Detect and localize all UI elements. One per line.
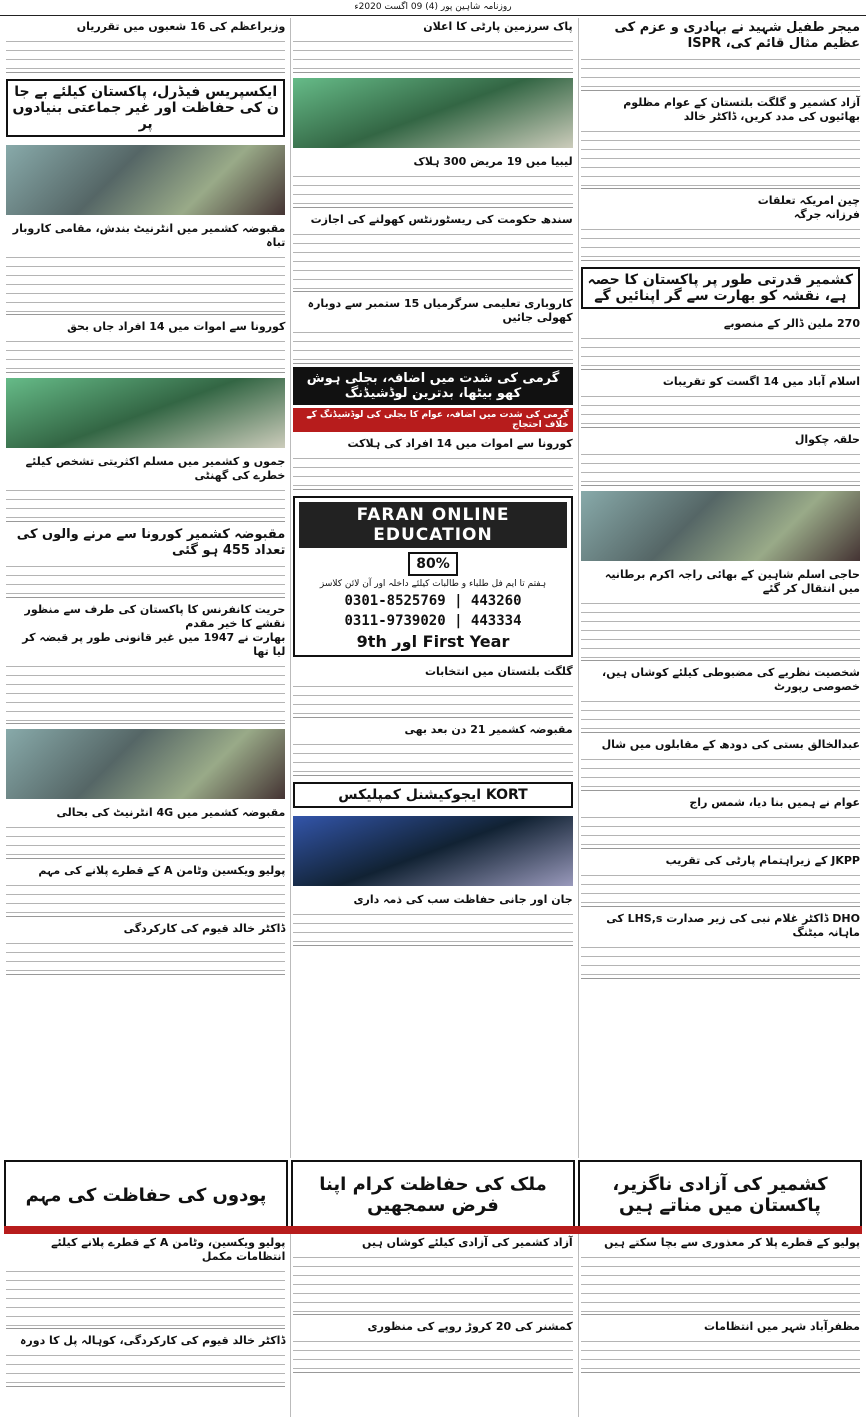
body-text [6, 1266, 285, 1326]
story [581, 315, 860, 370]
story [293, 153, 572, 208]
column-middle [290, 18, 574, 1158]
photo-portrait [6, 729, 285, 799]
story [581, 1318, 860, 1373]
body-text [6, 252, 285, 312]
lower-columns [4, 1234, 862, 1417]
story [581, 431, 860, 486]
story [581, 852, 860, 907]
story [581, 94, 860, 189]
ad-badge: 80% [408, 552, 458, 576]
story [293, 891, 572, 946]
body-text [6, 336, 285, 370]
headline: چین امریکہ تعلقات [757, 194, 860, 207]
story [581, 18, 860, 91]
headline: پولیو ویکسین، وٹامن A کے قطرے پلانے کیلئے انتظامات مکمل [51, 1236, 286, 1263]
ad-tagline: ہفتم تا ایم فل طلباء و طالبات کیلئے داخلہ اور آن لائن کلاسز [319, 579, 547, 589]
story [6, 862, 285, 917]
story [581, 910, 860, 979]
headline: پولیو کے قطرے پلا کر معذوری سے بچا سکتے ہیں [604, 1236, 860, 1249]
lower-column-left [4, 1234, 287, 1417]
story [6, 453, 285, 522]
story [6, 1332, 285, 1387]
headline: بھارت نے 1947 میں غیر قانونی طور پر قبضہ کر لیا تھا [22, 631, 286, 658]
headline: شخصیت نظریے کی مضبوطی کیلئے کوشاں ہیں، خصوصی رپورٹ [602, 666, 860, 693]
banner-plants: پودوں کی حفاظت کی مہم [4, 1160, 288, 1230]
headline: ڈاکٹر خالد قیوم کی کارکردگی [123, 922, 286, 935]
body-text [293, 171, 572, 205]
body-text [581, 391, 860, 425]
story [6, 920, 285, 975]
column-right [578, 18, 862, 1158]
headline: DHO ڈاکٹر غلام نبی کی زیر صدارت LHS,s کی ماہانہ میٹنگ [606, 912, 860, 939]
body-text [6, 485, 285, 519]
story [293, 1318, 572, 1373]
headline: ڈاکٹر خالد قیوم کی کارکردگی، کوہالہ پل کا دورہ [19, 1334, 286, 1347]
kort-banner: KORT ایجوکیشنل کمپلیکس [293, 782, 572, 808]
story [581, 373, 860, 428]
red-divider [4, 1226, 862, 1234]
headline: حریت کانفرنس کا پاکستان کی طرف سے منظور نقشے کا خیر مقدم [24, 603, 286, 630]
headline: JKPP کے زیراہتمام پارٹی کی تقریب [665, 854, 860, 867]
story [581, 192, 860, 261]
headline: آزاد کشمیر و گلگت بلتستان کے عوام مظلوم بھائیوں کی مدد کریں، ڈاکٹر خالد [623, 96, 860, 123]
body-text [581, 696, 860, 730]
story [293, 721, 572, 776]
body-text [6, 561, 285, 595]
body-text [581, 224, 860, 258]
headline: جان اور جانی حفاظت سب کی ذمہ داری [353, 893, 573, 906]
photo-group [293, 78, 572, 148]
headline: لیبیا میں 19 مریض 300 ہلاک [413, 155, 573, 168]
column-left [4, 18, 287, 1158]
body-text [581, 54, 860, 88]
body-text [581, 1336, 860, 1370]
ad-title: FARAN ONLINE EDUCATION [299, 502, 566, 548]
ad-phone-2: 0311-9739020 | 443334 [344, 613, 522, 629]
body-text [6, 880, 285, 914]
headline: 270 ملین ڈالر کے منصوبے [723, 317, 860, 330]
headline: مقبوضہ کشمیر کورونا سے مرنے والوں کی تعداد 455 ہو گئی [16, 527, 286, 558]
headline: مقبوضہ کشمیر میں انٹرنیٹ بندش، مقامی کاروبار تباہ [12, 222, 286, 249]
story [6, 318, 285, 373]
body-text [6, 938, 285, 972]
photo-award [293, 816, 572, 886]
banner-headline: گرمی کی شدت میں اضافہ، بجلی ہوش کھو بیٹھا، بدترین لوڈشیڈنگ [293, 367, 572, 405]
headline: گلگت بلتستان میں انتخابات [424, 665, 573, 678]
headline: پولیو ویکسین وٹامن A کے قطرے پلانے کی مہم [38, 864, 286, 877]
lower-column-middle [290, 1234, 574, 1417]
body-text [293, 229, 572, 289]
headline: اسلام آباد میں 14 اگست کو تقریبات [662, 375, 860, 388]
body-text [581, 942, 860, 976]
red-strip: گرمی کی شدت میں اضافہ، عوام کا بجلی کی لوڈشیڈنگ کے خلاف احتجاج [293, 408, 572, 432]
headline: مظفرآباد شہر میں انتظامات [704, 1320, 860, 1333]
story [293, 211, 572, 292]
body-text [6, 822, 285, 856]
photo-meeting [6, 145, 285, 215]
body-text [581, 126, 860, 186]
bottom-banners [4, 1160, 862, 1230]
body-text [293, 739, 572, 773]
story [6, 804, 285, 859]
headline: سندھ حکومت کی ریسٹورنٹس کھولنے کی اجازت [310, 213, 573, 226]
story [581, 664, 860, 733]
body-text [581, 1252, 860, 1312]
body-text [581, 333, 860, 367]
body-text [6, 1350, 285, 1384]
ad-classes: 9th اور First Year [356, 632, 510, 651]
body-text [581, 870, 860, 904]
photo-portrait [581, 491, 860, 561]
story [6, 525, 285, 598]
story [293, 295, 572, 364]
headline: حلقہ چکوال [794, 433, 860, 446]
story [293, 663, 572, 718]
banner-kashmir: کشمیر کی آزادی ناگزیر، پاکستان میں مناتے ہیں [578, 1160, 862, 1230]
headline: کورونا سے اموات میں 14 افراد جاں بحق [67, 320, 286, 333]
story [581, 566, 860, 661]
headline: فرزانہ جرگہ [793, 208, 860, 221]
body-text [581, 449, 860, 483]
headline: میجر طفیل شہید نے بہادری و عزم کی عظیم مثال قائم کی، ISPR [614, 20, 860, 51]
masthead: روزنامہ شاہین پور (4) 09 اگست 2020ء [0, 0, 866, 16]
story [581, 1234, 860, 1315]
body-text [293, 327, 572, 361]
headline: کمشنر کی 20 کروڑ روپے کی منظوری [367, 1320, 573, 1333]
headline: کورونا سے اموات میں 14 افراد کی ہلاکت [347, 437, 573, 450]
main-columns [4, 18, 862, 1158]
ad-phone-1: 0301-8525769 | 443260 [344, 593, 522, 609]
body-text [293, 909, 572, 943]
headline: عبدالخالق بستی کی دودھ کے مقابلوں میں شال [601, 738, 860, 751]
story [6, 601, 285, 724]
body-text [293, 453, 572, 487]
headline: جموں و کشمیر میں مسلم اکثریتی تشخص کیلئے خطرے کی گھنٹی [25, 455, 286, 482]
boxed-headline: ایکسپریس فیڈرل، پاکستان کیلئے بے جا ن کی حفاظت اور غیر جماعتی بنیادوں پر [6, 79, 285, 137]
body-text [293, 1252, 572, 1312]
story [581, 794, 860, 849]
story [6, 220, 285, 315]
story [293, 1234, 572, 1315]
banner-safety: ملک کی حفاظت کرام اپنا فرض سمجھیں [291, 1160, 575, 1230]
headline: حاجی اسلم شاہین کے بھائی راجہ اکرم برطانیہ میں انتقال کر گئے [604, 568, 860, 595]
headline: وزیراعظم کی 16 شعبوں میں تقرریاں [76, 20, 286, 33]
body-text [6, 36, 285, 70]
headline: عوام نے ہمیں بنا دیا، شمس راج [689, 796, 860, 809]
story [293, 435, 572, 490]
lower-column-right [578, 1234, 862, 1417]
story [293, 18, 572, 73]
story [6, 18, 285, 73]
headline: کاروباری تعلیمی سرگرمیاں 15 ستمبر سے دوبارہ کھولی جائیں [307, 297, 573, 324]
story [581, 736, 860, 791]
body-text [293, 36, 572, 70]
headline: مقبوضہ کشمیر میں 4G انٹرنیٹ کی بحالی [56, 806, 286, 819]
faran-education-ad [293, 496, 572, 657]
body-text [581, 812, 860, 846]
boxed-headline: کشمیر قدرتی طور پر پاکستان کا حصہ ہے، نقشہ کو بھارت سے گر اپنائیں گے [581, 267, 860, 309]
headline: مقبوضہ کشمیر 21 دن بعد بھی [404, 723, 573, 736]
body-text [6, 661, 285, 721]
photo-group [6, 378, 285, 448]
body-text [293, 681, 572, 715]
body-text [293, 1336, 572, 1370]
body-text [581, 598, 860, 658]
headline: آزاد کشمیر کی آزادی کیلئے کوشاں ہیں [361, 1236, 573, 1249]
headline: پاک سرزمین پارٹی کا اعلان [423, 20, 573, 33]
body-text [581, 754, 860, 788]
story [6, 1234, 285, 1329]
